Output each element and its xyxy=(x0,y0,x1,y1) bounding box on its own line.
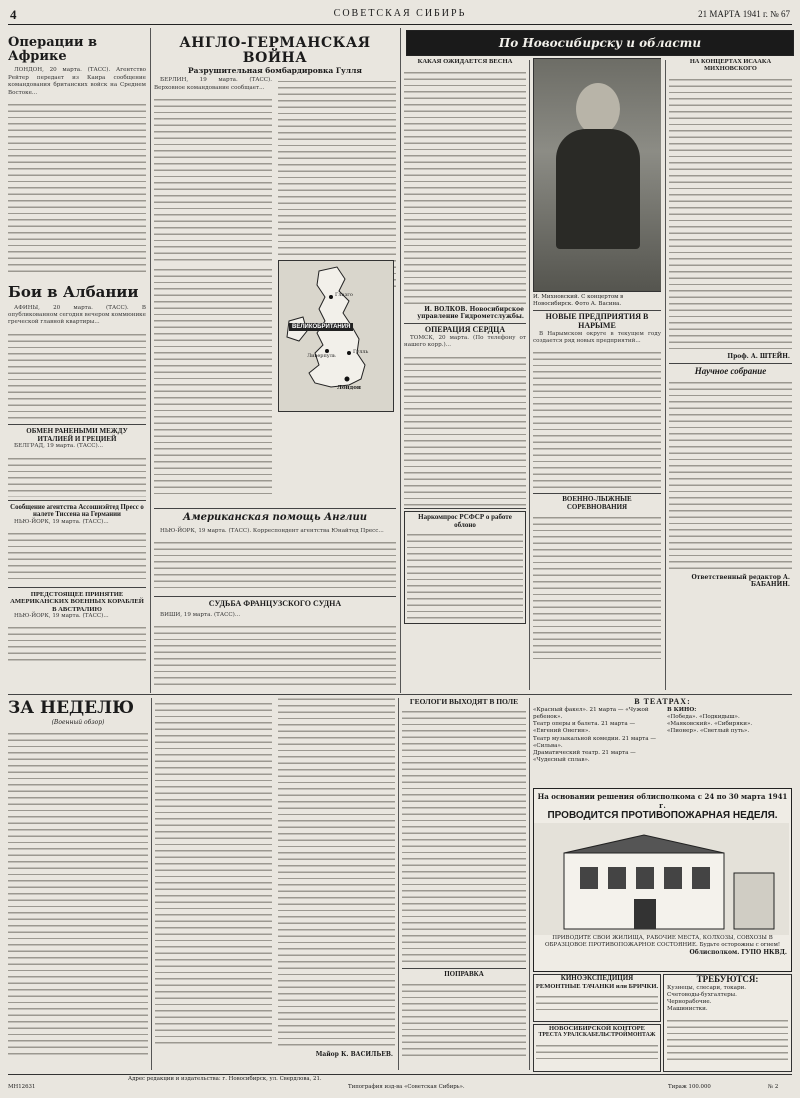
wanted-item: Машинистки. xyxy=(667,1005,708,1012)
wanted-item: Чернорабочие. xyxy=(667,998,712,1005)
footer-code: МН12631 xyxy=(8,1084,36,1090)
photo-caption: И. Михновский. С концертом в Новосибирск. Фото А. Васина. xyxy=(533,294,624,307)
war-section xyxy=(154,30,396,690)
map-city-label: Гулль xyxy=(353,349,369,355)
wanted-ad xyxy=(663,974,792,1072)
britain-map xyxy=(278,260,394,412)
map-city-label: Ливерпуль xyxy=(307,353,336,359)
portrait-face xyxy=(576,83,620,135)
left-column xyxy=(8,30,146,690)
geologists-title: ГЕОЛОГИ ВЫХОДЯТ В ПОЛЕ xyxy=(409,698,519,706)
section-divider xyxy=(8,694,792,695)
africa-dateline: ЛОНДОН, 20 марта. (ТАСС). Агентство Рейтер передает из Каира сообщение командования британских войск на Среднем Востоке... xyxy=(8,67,146,96)
column-divider xyxy=(529,60,530,690)
office-sub: ТРЕСТА УРАЛСКАБЕЛЬСТРОЙМОНТАЖ xyxy=(538,1032,656,1039)
week-continued xyxy=(155,698,395,1070)
ships-dateline: НЬЮ-ЙОРК, 19 марта. (ТАСС)... xyxy=(14,612,109,619)
narkompros-box xyxy=(404,511,526,624)
office-title: НОВОСИБИРСКОЙ КОНТОРЕ xyxy=(549,1025,645,1032)
concert-author: Проф. А. ШТЕЙН. xyxy=(727,353,790,361)
geologists-column xyxy=(402,698,526,1070)
fire-line1: На основании решения облисполкома с 24 по 30 марта 1941 г. xyxy=(537,792,788,810)
surgery-dateline: ТОМСК, 20 марта. (По телефону от нашего корр.)... xyxy=(404,335,526,349)
portrait-body xyxy=(556,129,640,249)
article-text-block xyxy=(8,728,148,1058)
wanted-item: Счетоводы-бухгалтеры. xyxy=(667,991,737,998)
city-marker xyxy=(347,351,351,355)
page-footer xyxy=(8,1074,792,1093)
war-title: АНГЛО-ГЕРМАНСКАЯ ВОЙНА xyxy=(179,35,371,66)
narkompros-title: Наркомпрос РСФСР о работе облоно xyxy=(418,512,512,529)
fire-week-ad xyxy=(533,788,792,972)
agency-dateline: НЬЮ-ЙОРК, 19 марта. (ТАСС)... xyxy=(14,518,109,525)
map-title: ВЕЛИКОБРИТАНИЯ xyxy=(289,323,353,331)
article-text-block xyxy=(402,706,526,966)
masthead xyxy=(8,6,792,25)
spring-column xyxy=(404,58,526,690)
ships-title: ПРЕДСТОЯЩЕЕ ПРИНЯТИЕ АМЕРИКАНСКИХ ВОЕННЫХ КОРАБЛЕЙ В АВСТРАЛИЮ xyxy=(10,591,144,613)
footer-number: № 2 xyxy=(768,1084,779,1090)
french-ship-title: СУДЬБА ФРАНЦУЗСКОГО СУДНА xyxy=(208,599,342,608)
map-graphic xyxy=(279,261,393,411)
week-title: ЗА НЕДЕЛЮ xyxy=(8,698,135,718)
scientific-title: Научное собрание xyxy=(694,366,767,377)
spring-title: КАКАЯ ОЖИДАЕТСЯ ВЕСНА xyxy=(417,58,513,65)
article-text-block xyxy=(154,537,396,593)
correction-title: ПОПРАВКА xyxy=(444,970,484,979)
article-text-block xyxy=(533,347,661,491)
cinema-item: «Маяковский». «Сибиряки». xyxy=(667,721,753,728)
theaters-title: В ТЕАТРАХ: xyxy=(634,698,691,706)
competitions-title: ВОЕННО-ЛЫЖНЫЕ СОРЕВНОВАНИЯ xyxy=(562,495,632,512)
office-ad xyxy=(533,1024,661,1072)
photo-column xyxy=(533,58,661,690)
article-text-block xyxy=(669,74,792,352)
wanted-item: Кузнецы, слесари, токари. xyxy=(667,984,747,991)
fire-note: ПРИВОДИТЕ СВОИ ЖИЛИЩА, РАБОЧИЕ МЕСТА, КОЛХОЗЫ, СОВХОЗЫ В ОБРАЗЦОВОЕ ПРОТИВОПОЖАРНОЕ СОСТОЯНИЕ. Будьте осторожны с огнем! xyxy=(544,935,781,948)
exchange-dateline: БЕЛГРАД, 19 марта. (ТАСС)... xyxy=(14,443,104,450)
enterprises-dateline: В Нарымском округе в текущем году создается ряд новых предприятий... xyxy=(533,330,661,344)
war-dateline: БЕРЛИН, 19 марта. (ТАСС). Верховное командование сообщает... xyxy=(154,77,272,91)
concert-column xyxy=(669,58,792,690)
map-city-label: Лондон xyxy=(337,385,361,391)
region-banner xyxy=(406,30,794,56)
theater-item: Театр музыкальной комедии. 21 марта — «Сильва». xyxy=(533,735,656,749)
city-marker xyxy=(345,377,350,382)
fire-sign: Облисполком. ГУПО НКВД. xyxy=(689,949,787,956)
fire-line2: ПРОВОДИТСЯ ПРОТИВОПОЖАРНАЯ НЕДЕЛЯ. xyxy=(547,810,778,821)
building-illustration xyxy=(534,823,789,935)
column-divider xyxy=(150,28,151,693)
pianist-photo xyxy=(533,58,661,292)
article-text-block xyxy=(402,979,526,1059)
week-author: Майор К. ВАСИЛЬЕВ. xyxy=(315,1051,393,1058)
war-subtitle: Разрушительная бомбардировка Гулля xyxy=(188,66,362,76)
article-text-block xyxy=(8,622,146,662)
enterprises-title: НОВЫЕ ПРЕДПРИЯТИЯ В НАРЫМЕ xyxy=(545,312,649,330)
american-help-title: Американская помощь Англии xyxy=(182,512,368,523)
theater-item: «Красный факел». 21 марта — «Чужой ребенок». xyxy=(533,706,649,720)
city-marker xyxy=(329,295,333,299)
map-city-label: Глазго xyxy=(335,292,353,298)
albania-dateline: АФИНЫ, 20 марта. (ТАСС). В опубликованном сегодня вечером коммюнике греческой главной квартиры... xyxy=(8,304,146,326)
week-review xyxy=(8,698,148,1070)
page-number: 4 xyxy=(10,7,17,22)
article-text-block xyxy=(154,621,396,687)
article-text-block xyxy=(154,264,272,494)
cinema-item: «Пионер». «Светлый путь». xyxy=(667,728,750,735)
expedition-sub: РЕМОНТНЫЕ ТАЧАНКИ или БРИЧКИ. xyxy=(535,982,659,990)
article-text-block xyxy=(407,529,523,621)
cinema-item: «Победа». «Подкидыш». xyxy=(667,714,740,720)
column-divider xyxy=(665,60,666,690)
article-text-block xyxy=(533,512,661,662)
article-text-block xyxy=(404,352,526,506)
column-divider xyxy=(400,28,401,693)
article-text-block xyxy=(8,329,146,421)
africa-title: Операции в Африке xyxy=(8,35,98,64)
article-text-block xyxy=(155,698,395,1048)
article-text-block xyxy=(154,77,396,287)
paper-name: СОВЕТСКАЯ СИБИРЬ xyxy=(333,8,467,19)
american-help-dateline: НЬЮ-ЙОРК, 19 марта. (ТАСС). Корреспондент агентства Юнайтед Пресс... xyxy=(160,528,384,534)
region-title: По Новосибирску и области xyxy=(498,36,702,50)
albania-title: Бои в Албании xyxy=(8,282,139,301)
cinema-title: В КИНО: xyxy=(667,706,697,713)
surgery-title: ОПЕРАЦИЯ СЕРДЦА xyxy=(424,325,506,335)
editor-signature: Ответственный редактор А. БАБАНИН. xyxy=(691,573,790,588)
expedition-title: КИНОЭКСПЕДИЦИЯ xyxy=(560,974,634,982)
concert-title: НА КОНЦЕРТАХ ИСААКА МИХНОВСКОГО xyxy=(689,58,772,73)
french-ship-dateline: ВИШИ, 19 марта. (ТАСС)... xyxy=(160,612,241,618)
article-text-block xyxy=(669,377,792,573)
theater-item: Театр оперы и балета. 21 марта — «Евгений Онегин». xyxy=(533,721,636,735)
article-text-block xyxy=(8,528,146,584)
expedition-ad xyxy=(533,974,661,1022)
theater-item: Драматический театр. 21 марта — «Чудесный сплав». xyxy=(533,750,636,764)
footer-printer: Типография изд-ва «Советская Сибирь». xyxy=(348,1084,465,1090)
footer-circulation: Тираж 100.000 xyxy=(668,1084,711,1090)
issue-date: 21 МАРТА 1941 г. № 67 xyxy=(698,9,790,19)
article-text-block xyxy=(8,99,146,277)
article-text-block xyxy=(404,67,526,305)
theaters-listing xyxy=(533,698,792,790)
agency-title: Сообщение агентства Ассошиэйтед Пресс о налете Тиссена на Германии xyxy=(10,503,144,519)
spring-author: И. ВОЛКОВ. Новосибирское управление Гидрометслужбы. xyxy=(417,306,524,321)
footer-address: Адрес редакции и издательства: г. Новосибирск, ул. Свердлова, 21. xyxy=(128,1076,322,1082)
wanted-title: ТРЕБУЮТСЯ: xyxy=(696,974,759,984)
article-text-block xyxy=(8,453,146,497)
exchange-title: ОБМЕН РАНЕНЫМИ МЕЖДУ ИТАЛИЕЙ И ГРЕЦИЕЙ xyxy=(26,426,128,443)
week-subtitle: (Военный обзор) xyxy=(51,718,105,726)
